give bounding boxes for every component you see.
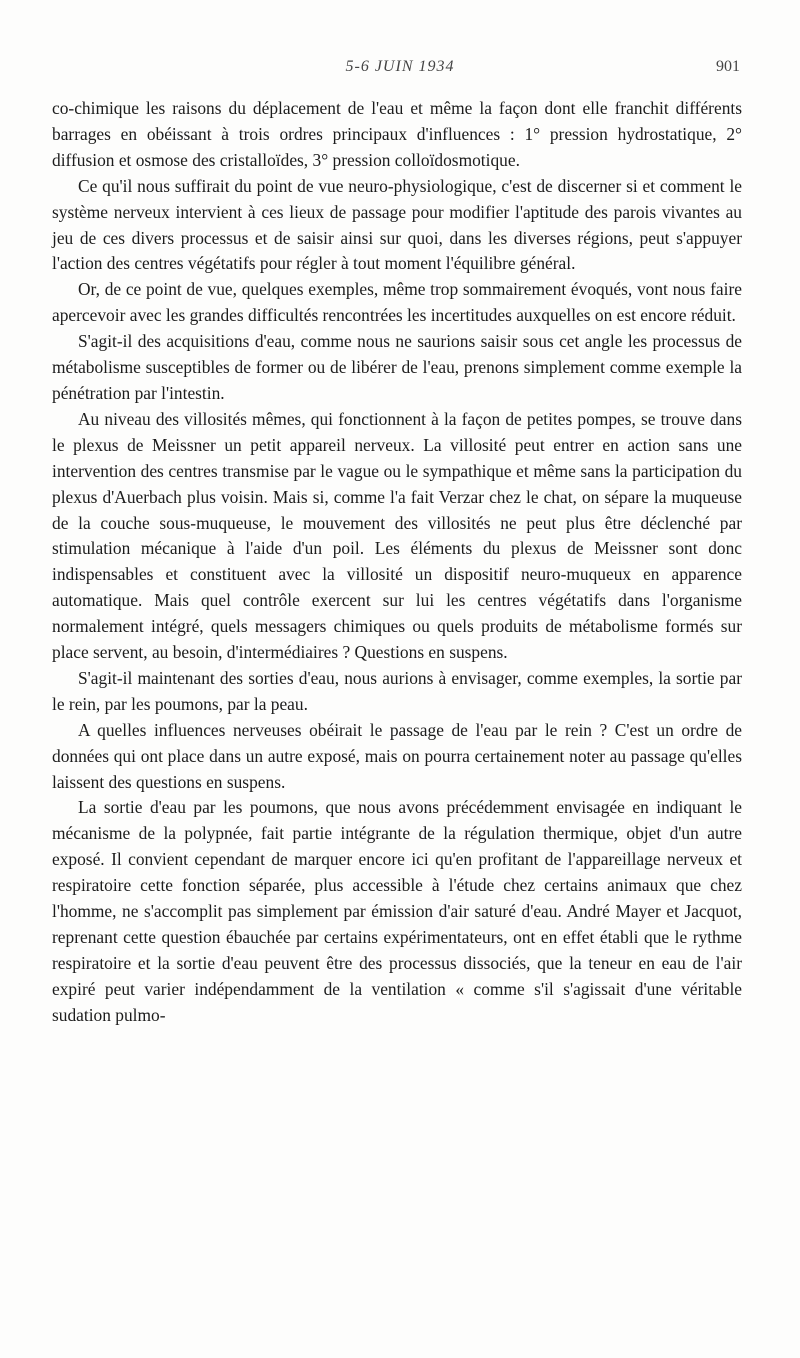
paragraph: La sortie d'eau par les poumons, que nous avons précédemment envisagée en indiquant le mécanisme de la polypnée, fait partie intégrante de la régulation thermique, objet d'un autre exposé. Il convient cependant de marquer encore ici qu'en profitant de l'appareillage nerveux et respiratoire cette fonction séparée, plus accessible à l'étude chez certains animaux que chez l'homme, ne s'accomplit pas simplement par émission d'air saturé d'eau. André Mayer et Jacquot, reprenant cette question ébauchée par certains expérimentateurs, ont en effet établi que le rythme respiratoire et la sortie d'eau peuvent être des processus dissociés, que la teneur en eau de l'air expiré peut varier indépendamment de la ventilation « comme s'il s'agissait d'une véritable sudation pulmo-: [52, 797, 742, 1025]
paragraph: A quelles influences nerveuses obéirait le passage de l'eau par le rein ? C'est un ordre de données qui ont place dans un autre exposé, mais on pourra certainement noter au passage qu'elles laissent des questions en suspens.: [52, 719, 742, 792]
paragraph: S'agit-il des acquisitions d'eau, comme nous ne saurions saisir sous cet angle les processus de métabolisme susceptibles de former ou de libérer de l'eau, prenons simplement comme exemple la pénétration par l'intestin.: [52, 331, 742, 403]
paragraph: S'agit-il maintenant des sorties d'eau, nous aurions à envisager, comme exemples, la sortie par le rein, par les poumons, par la peau.: [52, 667, 742, 714]
paragraph: Au niveau des villosités mêmes, qui fonctionnent à la façon de petites pompes, se trouve dans le plexus de Meissner un petit appareil nerveux. La villosité peut entrer en action sans une intervention des centres transmise par le vague ou le sympathique et même sans la participation du plexus d'Auerbach plus voisin. Mais si, comme l'a fait Verzar chez le chat, on sépare la muqueuse de la couche sous-muqueuse, le mouvement des villosités ne peut plus être déclenché par stimulation mécanique à l'aide d'un poil. Les éléments du plexus de Meissner sont donc indispensables et constituent avec la villosité un dispositif neuro-muqueux en apparence automatique. Mais quel contrôle exercent sur lui les centres végétatifs dans l'organisme normalement intégré, quels messagers chimiques ou quels produits de métabolisme formés sur place servent, au besoin, d'intermédiaires ? Questions en suspens.: [52, 408, 742, 663]
paragraph: Ce qu'il nous suffirait du point de vue neuro-physiologique, c'est de discerner si et comment le système nerveux intervient à ces lieux de passage pour modifier l'aptitude des parois vivantes au jeu de ces divers processus et de saisir ainsi sur quoi, dans les diverses régions, peut s'appuyer l'action des centres végétatifs pour régler à tout moment l'équilibre général.: [52, 175, 742, 274]
page-header: [60, 58, 740, 82]
body-text: [52, 96, 742, 1029]
paragraph: co-chimique les raisons du déplacement de l'eau et même la façon dont elle franchit différents barrages en obéissant à trois ordres principaux d'influences : 1° pression hydrostatique, 2° diffusion et osmose des cristalloïdes, 3° pression colloïdosmotique.: [52, 98, 742, 170]
paragraph: Or, de ce point de vue, quelques exemples, même trop sommairement évoqués, vont nous faire apercevoir avec les grandes difficultés rencontrées les incertitudes auxquelles on est encore réduit.: [52, 279, 742, 326]
running-title: 5-6 JUIN 1934: [345, 58, 455, 75]
page-number: 901: [716, 58, 740, 75]
